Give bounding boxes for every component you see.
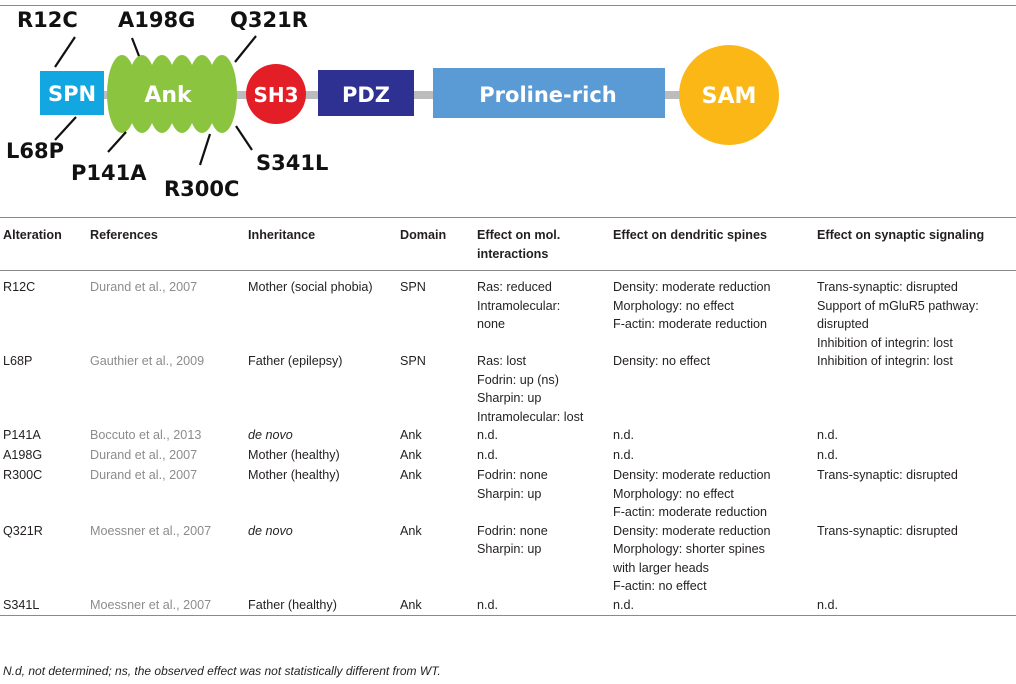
cell-dendritic-spines-line: Morphology: no effect <box>613 298 734 313</box>
mutation-label-r12c: R12C <box>17 8 78 32</box>
cell-synaptic-signaling-line: disrupted <box>817 317 869 331</box>
table-row <box>0 446 1016 466</box>
cell-dendritic-spines <box>613 271 817 353</box>
cell-domain: SPN <box>400 354 426 368</box>
cell-dendritic-spines-line: F-actin: no effect <box>613 579 707 593</box>
header-inheritance: Inheritance <box>248 228 316 242</box>
cell-mol-interactions <box>477 446 613 466</box>
header-domain: Domain <box>400 228 447 242</box>
cell-alteration: S341L <box>3 597 40 612</box>
cell-mol-interactions-line: n.d. <box>477 597 499 612</box>
cell-dendritic-spines-line: F-actin: moderate reduction <box>613 317 767 331</box>
cell-dendritic-spines <box>613 522 817 596</box>
pointer-line <box>55 37 75 67</box>
header-mol-line: interactions <box>477 246 549 261</box>
cell-mol-interactions-line: Sharpin: up <box>477 542 542 556</box>
header-references: References <box>90 228 158 242</box>
cell-mol-interactions-line: Fodrin: none <box>477 468 548 482</box>
cell-dendritic-spines-line: with larger heads <box>613 560 709 575</box>
cell-dendritic-spines <box>613 446 817 466</box>
proline-rich-domain-label: Proline-rich <box>479 83 617 107</box>
cell-mol-interactions-line: Fodrin: none <box>477 523 548 538</box>
header-dendritic-spines: Effect on dendritic spines <box>613 228 767 242</box>
cell-synaptic-signaling <box>817 426 1016 446</box>
header-mol-line: Effect on mol. <box>477 228 561 242</box>
cell-inheritance: Mother (social phobia) <box>248 280 373 294</box>
cell-dendritic-spines-line: Density: moderate reduction <box>613 468 771 482</box>
cell-dendritic-spines-line: F-actin: moderate reduction <box>613 505 767 519</box>
cell-mol-interactions-line: Sharpin: up <box>477 486 542 501</box>
table-row <box>0 271 1016 353</box>
cell-mol-interactions-line: n.d. <box>477 428 499 442</box>
cell-mol-interactions <box>477 352 613 426</box>
cell-reference: Durand et al., 2007 <box>90 468 198 482</box>
header-mol-interactions <box>477 218 613 271</box>
cell-dendritic-spines-line: Density: moderate reduction <box>613 523 771 538</box>
cell-mol-interactions-line: none <box>477 317 506 331</box>
header-alteration: Alteration <box>3 228 62 242</box>
cell-synaptic-signaling <box>817 446 1016 466</box>
cell-mol-interactions-line: Fodrin: up (ns) <box>477 372 559 387</box>
cell-synaptic-signaling-line: n.d. <box>817 428 839 442</box>
cell-alteration: A198G <box>3 448 43 462</box>
cell-reference: Moessner et al., 2007 <box>90 597 212 612</box>
cell-domain: Ank <box>400 468 422 482</box>
cell-dendritic-spines-line: Morphology: shorter spines <box>613 542 765 556</box>
pointer-line <box>235 36 256 62</box>
cell-synaptic-signaling <box>817 271 1016 353</box>
cell-dendritic-spines <box>613 352 817 426</box>
cell-mol-interactions <box>477 522 613 596</box>
cell-alteration: P141A <box>3 428 41 442</box>
cell-domain: Ank <box>400 597 422 612</box>
ank-repeat <box>207 55 237 133</box>
cell-synaptic-signaling-line: n.d. <box>817 448 839 462</box>
mutation-label-a198g: A198G <box>118 8 196 32</box>
cell-dendritic-spines-line: n.d. <box>613 597 635 612</box>
pointer-line <box>236 126 252 150</box>
cell-synaptic-signaling-line: Inhibition of integrin: lost <box>817 354 953 368</box>
spn-domain-label: SPN <box>47 82 97 106</box>
table-header-row <box>0 218 1016 271</box>
cell-dendritic-spines <box>613 596 817 616</box>
cell-dendritic-spines-line: Morphology: no effect <box>613 486 734 501</box>
cell-mol-interactions <box>477 271 613 353</box>
pointer-line <box>55 117 76 140</box>
cell-reference: Boccuto et al., 2013 <box>90 428 202 442</box>
cell-mol-interactions <box>477 426 613 446</box>
cell-inheritance: Father (epilepsy) <box>248 354 343 368</box>
table-row <box>0 596 1016 616</box>
cell-synaptic-signaling <box>817 596 1016 616</box>
cell-alteration: L68P <box>3 354 33 368</box>
table-row <box>0 522 1016 596</box>
cell-reference: Durand et al., 2007 <box>90 280 198 294</box>
cell-dendritic-spines-line: n.d. <box>613 448 635 462</box>
cell-alteration: Q321R <box>3 523 43 538</box>
cell-synaptic-signaling-line: Trans-synaptic: disrupted <box>817 280 958 294</box>
cell-domain: Ank <box>400 523 422 538</box>
cell-domain: Ank <box>400 428 422 442</box>
mutation-label-p141a: P141A <box>71 161 147 185</box>
cell-dendritic-spines-line: Density: no effect <box>613 354 711 368</box>
cell-synaptic-signaling-line: Support of mGluR5 pathway: <box>817 298 979 313</box>
cell-mol-interactions-line: Intramolecular: <box>477 298 561 313</box>
cell-synaptic-signaling <box>817 522 1016 596</box>
sh3-domain-label: SH3 <box>253 83 299 107</box>
mutation-label-q321r: Q321R <box>230 8 308 32</box>
cell-dendritic-spines <box>613 466 817 522</box>
cell-inheritance: Mother (healthy) <box>248 468 340 482</box>
table-row <box>0 352 1016 426</box>
cell-synaptic-signaling-line: Trans-synaptic: disrupted <box>817 468 958 482</box>
cell-mol-interactions-line: Intramolecular: lost <box>477 409 584 424</box>
cell-synaptic-signaling-line: Trans-synaptic: disrupted <box>817 523 958 538</box>
pointer-line <box>132 38 139 56</box>
cell-mol-interactions-line: Ras: reduced <box>477 280 552 294</box>
header-synaptic-signaling: Effect on synaptic signaling <box>817 228 985 242</box>
cell-alteration: R12C <box>3 280 36 294</box>
pointer-line <box>108 132 126 152</box>
cell-mol-interactions-line: Ras: lost <box>477 354 526 368</box>
mutation-label-s341l: S341L <box>256 151 329 175</box>
table-row <box>0 466 1016 522</box>
cell-reference: Gauthier et al., 2009 <box>90 354 205 368</box>
cell-synaptic-signaling <box>817 352 1016 426</box>
mutations-table <box>0 217 1016 616</box>
cell-synaptic-signaling-line: n.d. <box>817 597 839 612</box>
cell-synaptic-signaling-line: Inhibition of integrin: lost <box>817 335 953 350</box>
cell-domain: Ank <box>400 448 422 462</box>
cell-dendritic-spines-line: n.d. <box>613 428 635 442</box>
cell-reference: Durand et al., 2007 <box>90 448 198 462</box>
cell-dendritic-spines-line: Density: moderate reduction <box>613 280 771 294</box>
cell-mol-interactions-line: Sharpin: up <box>477 391 542 405</box>
cell-mol-interactions <box>477 596 613 616</box>
cell-inheritance: de novo <box>248 428 293 442</box>
table-footnote: N.d, not determined; ns, the observed effect was not statistically different from WT. <box>3 664 441 678</box>
cell-reference: Moessner et al., 2007 <box>90 523 212 538</box>
cell-inheritance: de novo <box>248 523 293 538</box>
pdz-domain-label: PDZ <box>341 83 391 107</box>
cell-mol-interactions <box>477 466 613 522</box>
table-row <box>0 426 1016 446</box>
cell-domain: SPN <box>400 280 426 294</box>
cell-dendritic-spines <box>613 426 817 446</box>
cell-alteration: R300C <box>3 468 43 482</box>
cell-inheritance: Father (healthy) <box>248 597 337 612</box>
mutation-label-r300c: R300C <box>164 177 240 201</box>
sam-domain-label: SAM <box>701 84 757 109</box>
pointer-line <box>200 134 210 165</box>
cell-synaptic-signaling <box>817 466 1016 522</box>
shank3-domain-diagram <box>0 0 1016 212</box>
cell-mol-interactions-line: n.d. <box>477 448 499 462</box>
mutation-label-l68p: L68P <box>6 139 64 163</box>
cell-inheritance: Mother (healthy) <box>248 448 340 462</box>
ank-domain-label: Ank <box>144 83 192 108</box>
